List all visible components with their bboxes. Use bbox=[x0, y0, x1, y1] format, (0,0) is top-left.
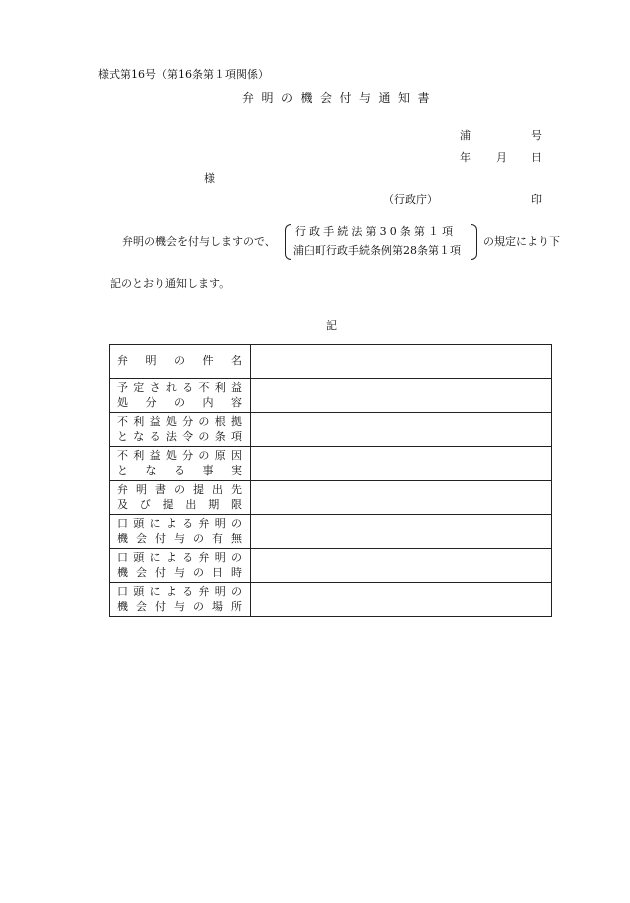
row-value-cell[interactable] bbox=[251, 481, 552, 515]
row-label-line1: 弁 明 書 の 提 出 先 bbox=[117, 483, 242, 496]
row-label-cell bbox=[110, 379, 251, 413]
notice-items-table bbox=[109, 344, 552, 617]
notice-items-body bbox=[110, 345, 552, 617]
date-day-label: 日 bbox=[531, 151, 542, 164]
table-row bbox=[110, 583, 552, 617]
table-row bbox=[110, 345, 552, 379]
document-title: 弁明の機会付与通知書 bbox=[242, 91, 438, 105]
body-tail-text: の規定により下 bbox=[483, 235, 560, 248]
document-number-prefix: 浦 bbox=[460, 129, 471, 142]
ki-heading: 記 bbox=[326, 319, 337, 332]
table-row bbox=[110, 447, 552, 481]
row-label-line2: 処 分 の 内 容 bbox=[117, 395, 242, 409]
row-label-line2: と な る 法 令 の 条 項 bbox=[117, 429, 242, 443]
bracket-left bbox=[285, 224, 291, 260]
row-label bbox=[110, 549, 250, 582]
table-row bbox=[110, 549, 552, 583]
row-label-line1: 口 頭 に よ る 弁 明 の bbox=[117, 585, 242, 598]
row-value-cell[interactable] bbox=[251, 515, 552, 549]
table-row bbox=[110, 481, 552, 515]
addressee-honorific: 様 bbox=[204, 172, 215, 185]
date-month-label: 月 bbox=[496, 151, 507, 164]
row-label-line1: 不 利 益 処 分 の 原 因 bbox=[117, 449, 242, 462]
row-label-line2: 機 会 付 与 の 場 所 bbox=[117, 599, 242, 613]
row-label bbox=[110, 413, 250, 446]
row-label bbox=[110, 379, 250, 412]
row-value-cell[interactable] bbox=[251, 379, 552, 413]
row-label-line1: 予 定 さ れ る 不 利 益 bbox=[117, 381, 242, 394]
row-label-line2: と な る 事 実 bbox=[117, 463, 242, 477]
table-row bbox=[110, 413, 552, 447]
law-option-ordinance: 浦臼町行政手続条例第28条第１項 bbox=[293, 244, 461, 257]
row-value-cell[interactable] bbox=[251, 549, 552, 583]
row-label-line1: 弁 明 の 件 名 bbox=[117, 354, 242, 368]
row-label bbox=[110, 345, 250, 378]
row-value-cell[interactable] bbox=[251, 413, 552, 447]
row-label bbox=[110, 515, 250, 548]
bracket-right bbox=[471, 224, 477, 260]
body-lead-text: 弁明の機会を付与しますので、 bbox=[122, 235, 276, 248]
row-label bbox=[110, 583, 250, 616]
table-row bbox=[110, 515, 552, 549]
row-label bbox=[110, 447, 250, 480]
row-label-cell bbox=[110, 345, 251, 379]
row-value-cell[interactable] bbox=[251, 583, 552, 617]
body-second-line: 記のとおり通知します。 bbox=[110, 277, 231, 290]
document-number-suffix: 号 bbox=[531, 129, 542, 142]
row-label-cell bbox=[110, 413, 251, 447]
row-label-cell bbox=[110, 549, 251, 583]
row-label-line1: 口 頭 に よ る 弁 明 の bbox=[117, 551, 242, 564]
sender-agency-label: （行政庁） bbox=[383, 193, 438, 206]
row-value-cell[interactable] bbox=[251, 345, 552, 379]
form-number: 様式第16号（第16条第１項関係） bbox=[98, 68, 269, 81]
row-label-line1: 不 利 益 処 分 の 根 拠 bbox=[117, 415, 242, 428]
seal-mark: 印 bbox=[531, 193, 542, 206]
law-option-national: 行政手続法第30条第１項 bbox=[295, 225, 457, 238]
row-label-cell bbox=[110, 481, 251, 515]
row-label-line2: 及 び 提 出 期 限 bbox=[117, 497, 242, 511]
row-label-line1: 口 頭 に よ る 弁 明 の bbox=[117, 517, 242, 530]
row-label-line2: 機 会 付 与 の 日 時 bbox=[117, 565, 242, 579]
date-year-label: 年 bbox=[460, 151, 471, 164]
row-label-line2: 機 会 付 与 の 有 無 bbox=[117, 531, 242, 545]
table-row bbox=[110, 379, 552, 413]
row-label bbox=[110, 481, 250, 514]
row-value-cell[interactable] bbox=[251, 447, 552, 481]
row-label-cell bbox=[110, 583, 251, 617]
row-label-cell bbox=[110, 515, 251, 549]
row-label-cell bbox=[110, 447, 251, 481]
